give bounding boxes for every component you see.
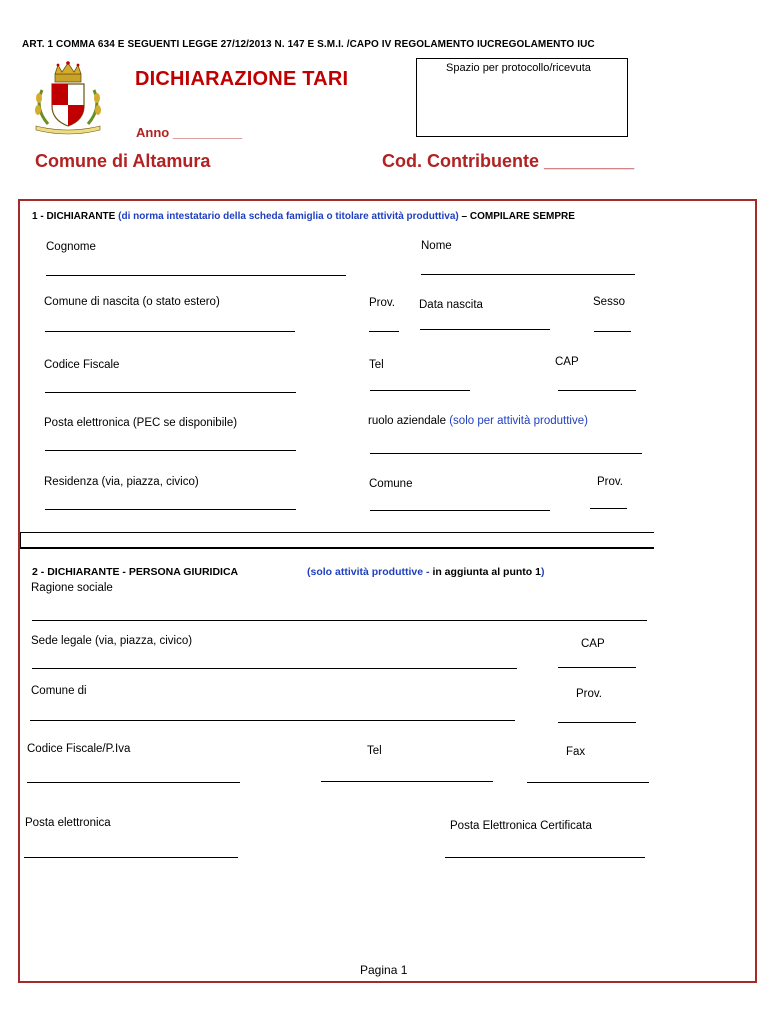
residenza-field[interactable] bbox=[45, 509, 296, 510]
prov2-label: Prov. bbox=[576, 688, 602, 700]
codice-fiscale-label: Codice Fiscale bbox=[44, 359, 120, 371]
cod-contribuente-label: Cod. Contribuente _________ bbox=[382, 151, 635, 171]
form-section-box bbox=[18, 199, 757, 983]
posta-elettronica-label: Posta elettronica bbox=[25, 817, 111, 829]
tel2-label: Tel bbox=[367, 745, 382, 757]
coat-of-arms-icon bbox=[28, 60, 108, 135]
section2-note: (solo attività produttive - in aggiunta al punto 1) bbox=[307, 566, 545, 578]
pec-field[interactable] bbox=[45, 450, 296, 451]
data-nascita-field[interactable] bbox=[420, 329, 550, 330]
prov-nascita-label: Prov. bbox=[369, 297, 395, 309]
fax-label: Fax bbox=[566, 746, 586, 758]
law-reference: ART. 1 COMMA 634 E SEGUENTI LEGGE 27/12/2013 N. 147 E S.M.I. /CAPO IV REGOLAMENTO IUCREGOLAMENTO IUC bbox=[22, 39, 595, 50]
ruolo-aziendale-field[interactable] bbox=[370, 453, 642, 454]
posta-elettronica-field[interactable] bbox=[24, 857, 238, 858]
codice-fiscale-field[interactable] bbox=[45, 392, 296, 393]
comune-nascita-label: Comune di nascita (o stato estero) bbox=[44, 296, 220, 308]
cap-field[interactable] bbox=[558, 390, 636, 391]
codice-fiscale-piva-field[interactable] bbox=[27, 782, 240, 783]
ruolo-aziendale-label: ruolo aziendale (solo per attività produttive) bbox=[368, 415, 588, 427]
prov-residenza-field[interactable] bbox=[590, 508, 627, 509]
nome-label: Nome bbox=[421, 240, 452, 252]
page-number: Pagina 1 bbox=[360, 963, 408, 977]
pec2-field[interactable] bbox=[445, 857, 645, 858]
prov2-field[interactable] bbox=[558, 722, 636, 723]
anno-label: Anno ___________ bbox=[136, 125, 243, 140]
section-divider-left bbox=[20, 532, 21, 548]
prov-residenza-label: Prov. bbox=[597, 476, 623, 488]
section-divider-bottom bbox=[20, 547, 654, 549]
prov-nascita-field[interactable] bbox=[369, 331, 399, 332]
tel-label: Tel bbox=[369, 359, 384, 371]
cap-label: CAP bbox=[555, 356, 579, 368]
ragione-sociale-label: Ragione sociale bbox=[31, 582, 113, 594]
pec2-label: Posta Elettronica Certificata bbox=[450, 820, 592, 832]
sede-legale-label: Sede legale (via, piazza, civico) bbox=[31, 635, 193, 647]
sesso-label: Sesso bbox=[593, 296, 625, 308]
comune-nascita-field[interactable] bbox=[45, 331, 295, 332]
sesso-field[interactable] bbox=[594, 331, 631, 332]
tel-field[interactable] bbox=[370, 390, 470, 391]
protocol-box-label: Spazio per protocollo/ricevuta bbox=[446, 62, 591, 74]
fax-field[interactable] bbox=[527, 782, 649, 783]
comune-di-field[interactable] bbox=[30, 720, 515, 721]
cap2-field[interactable] bbox=[558, 667, 636, 668]
data-nascita-label: Data nascita bbox=[419, 299, 483, 311]
section1-heading: 1 - DICHIARANTE (di norma intestatario della scheda famiglia o titolare attività produttiva) – COMPILARE SEMPRE bbox=[32, 211, 575, 222]
residenza-label: Residenza (via, piazza, civico) bbox=[44, 476, 199, 488]
comune-name: Comune di Altamura bbox=[35, 151, 211, 171]
tel2-field[interactable] bbox=[321, 781, 493, 782]
comune-di-label: Comune di bbox=[31, 685, 87, 697]
form-title: DICHIARAZIONE TARI bbox=[135, 68, 349, 90]
comune-residenza-field[interactable] bbox=[370, 510, 550, 511]
codice-fiscale-piva-label: Codice Fiscale/P.Iva bbox=[27, 743, 131, 755]
comune-residenza-label: Comune bbox=[369, 478, 413, 490]
sede-legale-field[interactable] bbox=[32, 668, 517, 669]
ragione-sociale-field[interactable] bbox=[32, 620, 647, 621]
cap2-label: CAP bbox=[581, 638, 605, 650]
pec-label: Posta elettronica (PEC se disponibile) bbox=[44, 417, 238, 429]
section2-heading: 2 - DICHIARANTE - PERSONA GIURIDICA bbox=[32, 566, 239, 578]
nome-field[interactable] bbox=[421, 274, 635, 275]
cognome-label: Cognome bbox=[46, 241, 96, 253]
cognome-field[interactable] bbox=[46, 275, 346, 276]
section-divider-top bbox=[20, 532, 654, 533]
